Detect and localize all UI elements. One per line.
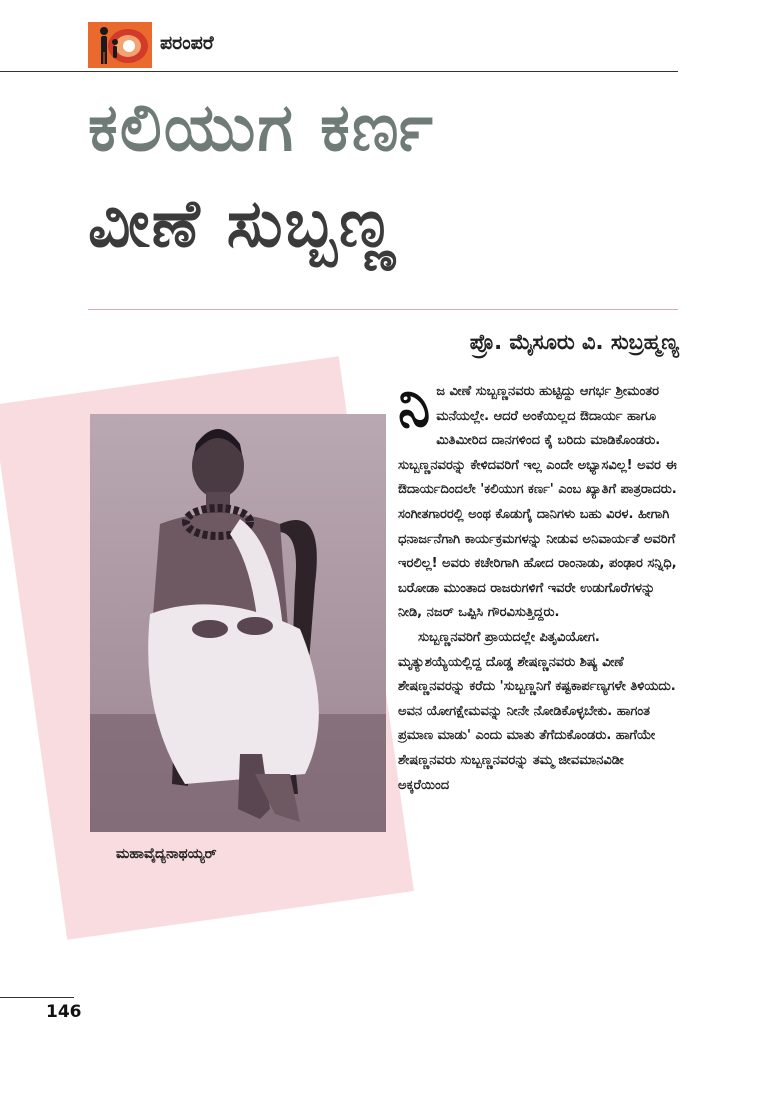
headline-line-2: ವೀಣೆ ಸುಬ್ಬಣ್ಣ	[88, 185, 397, 262]
header-divider	[0, 71, 678, 72]
article-paragraph-1	[398, 372, 678, 626]
photo-caption: ಮಹಾವೈದ್ಯನಾಥಯ್ಯರ್	[116, 846, 217, 862]
paragraph-1-text: ಜ ವೀಣೆ ಸುಬ್ಬಣ್ಣನವರು ಹುಟ್ಟಿದ್ದು ಆಗರ್ಭ ಶ್ರೀಮಂತರ ಮನೆಯಲ್ಲೇ. ಆದರೆ ಅಂಕೆಯಿಲ್ಲದ ಔದಾರ್ಯ ಹಾಗೂ ಮಿತಿಮೀರಿದ ದಾನಗಳಿಂದ ಕೈ ಬರಿದು ಮಾಡಿಕೊಂಡರು. ಸುಬ್ಬಣ್ಣನವರನ್ನು ಕೇಳಿದವರಿಗೆ ಇಲ್ಲ ಎಂದೇ ಅಭ್ಯಾಸವಿಲ್ಲ! ಅವರ ಈ ಔದಾರ್ಯದಿಂದಲೇ 'ಕಲಿಯುಗ ಕರ್ಣ' ಎಂಬ ಖ್ಯಾತಿಗೆ ಪಾತ್ರರಾದರು. ಸಂಗೀತಗಾರರಲ್ಲಿ ಅಂಥ ಕೊಡುಗೈ ದಾನಿಗಳು ಬಹು ವಿರಳ. ಹೀಗಾಗಿ ಧನಾರ್ಜನೆಗಾಗಿ ಕಾರ್ಯಕ್ರಮಗಳನ್ನು ನೀಡುವ ಅನಿವಾರ್ಯತೆ ಅವರಿಗೆ ಇರಲಿಲ್ಲ! ಅವರು ಕಚೇರಿಗಾಗಿ ಹೋದ ರಾಂನಾಡು, ಪಂಢಾರ ಸನ್ನಿಧಿ, ಬರೋಡಾ ಮುಂತಾದ ರಾಜರುಗಳಿಗೆ ಇವರೇ ಉಡುಗೊರೆಗಳನ್ನು ನೀಡಿ, ನಜರ್ ಒಪ್ಪಿಸಿ ಗೌರವಿಸುತ್ತಿದ್ದರು.	[398, 384, 677, 621]
section-label: ಪರಂಪರೆ	[160, 32, 214, 54]
headline-line-1: ಕಲಿಯುಗ ಕರ್ಣ	[88, 89, 435, 166]
article-paragraph-2: ಸುಬ್ಬಣ್ಣನವರಿಗೆ ಪ್ರಾಯದಲ್ಲೇ ಪಿತೃವಿಯೋಗ. ಮೃತ್ಯುಶಯ್ಯೆಯಲ್ಲಿದ್ದ ದೊಡ್ಡ ಶೇಷಣ್ಣನವರು ಶಿಷ್ಯ ವೀಣೆ ಶೇಷಣ್ಣನವರನ್ನು ಕರೆದು 'ಸುಬ್ಬಣ್ಣನಿಗೆ ಕಷ್ಟಕಾರ್ಪಣ್ಯಗಳೇ ತಿಳಿಯದು. ಅವನ ಯೋಗಕ್ಷೇಮವನ್ನು ನೀನೇ ನೋಡಿಕೊಳ್ಳಬೇಕು. ಹಾಗಂತ ಪ್ರಮಾಣ ಮಾಡು' ಎಂದು ಮಾತು ತೆಗೆದುಕೊಂಡರು. ಹಾಗೆಯೇ ಶೇಷಣ್ಣನವರು ಸುಬ್ಬಣ್ಣನವರನ್ನು ತಮ್ಮ ಜೀವಮಾನವಿಡೀ ಅಕ್ಕರೆಯಿಂದ	[398, 629, 676, 793]
footer-divider	[0, 997, 74, 998]
title-divider	[88, 309, 678, 310]
article-body	[398, 372, 678, 798]
page-number: 146	[46, 1002, 82, 1022]
drop-cap: ನಿ	[398, 372, 431, 440]
family-figures-logo-icon	[88, 22, 152, 68]
author-byline: ಪ್ರೊ. ಮೈಸೂರು ವಿ. ಸುಬ್ರಹ್ಮಣ್ಯ	[469, 330, 679, 354]
portrait-photo-icon	[90, 414, 386, 832]
